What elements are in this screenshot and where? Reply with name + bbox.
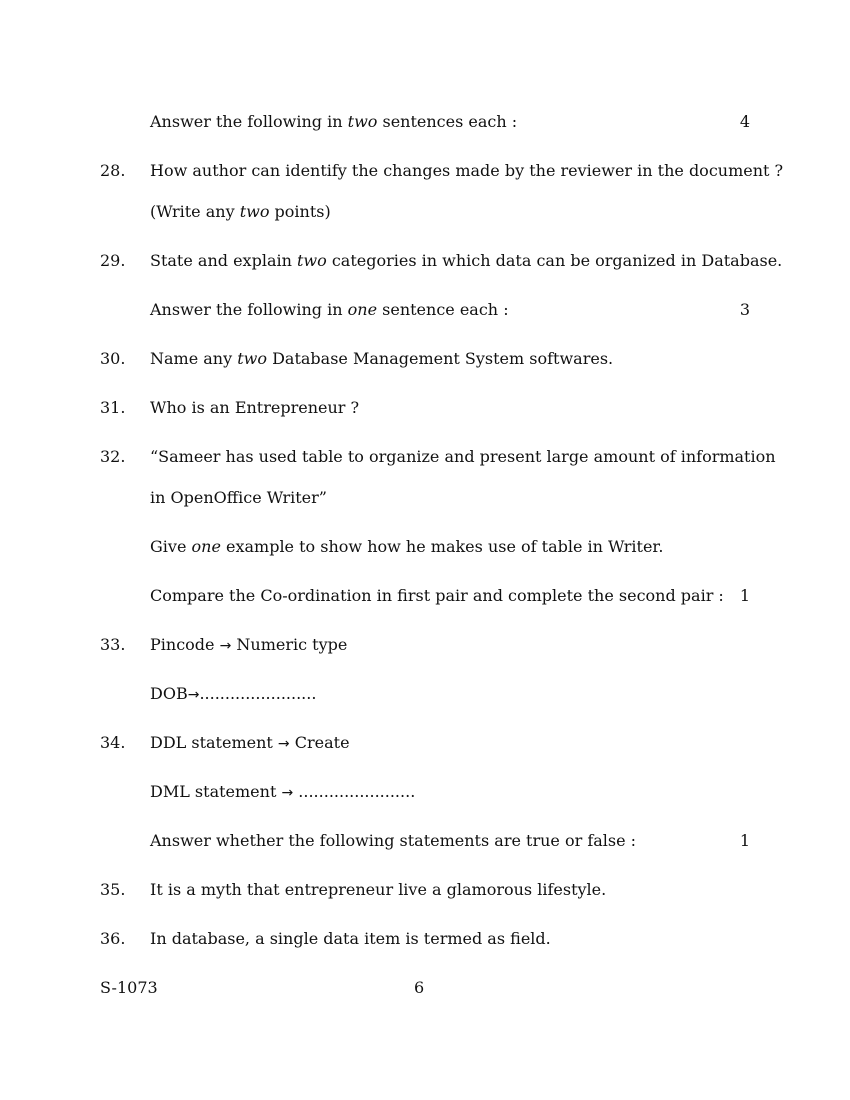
section-marks: 1 — [739, 586, 750, 605]
question-number: 35. — [100, 880, 126, 899]
right-arrow-icon: → — [219, 638, 232, 654]
question-number: 29. — [100, 251, 126, 270]
question-text: Give one example to show how he makes use of table in Writer. — [150, 537, 664, 556]
question-text: in OpenOffice Writer” — [150, 488, 327, 507]
page-number: 6 — [414, 978, 425, 997]
question-number: 33. — [100, 635, 126, 654]
right-arrow-icon: → — [187, 687, 200, 703]
question-text: DDL statement → Create — [150, 733, 350, 752]
question-text: Pincode → Numeric type — [150, 635, 348, 654]
question-text: State and explain two categories in which data can be organized in Database. — [150, 251, 783, 270]
question-text: Name any two Database Management System softwares. — [150, 349, 614, 368]
question-text: Who is an Entrepreneur ? — [150, 398, 360, 417]
question-text: How author can identify the changes made by the reviewer in the document ? — [150, 161, 784, 180]
question-number: 28. — [100, 161, 126, 180]
section-instruction: Answer the following in one sentence each : — [150, 300, 509, 319]
question-number: 30. — [100, 349, 126, 368]
question-number: 34. — [100, 733, 126, 752]
section-instruction: Answer the following in two sentences each : — [150, 112, 518, 131]
question-number: 36. — [100, 929, 126, 948]
section-instruction: Compare the Co-ordination in first pair and complete the second pair : — [150, 586, 724, 605]
question-number: 31. — [100, 398, 126, 417]
section-marks: 4 — [739, 112, 750, 131]
fill-in-blank: DML statement → ....................... — [150, 782, 416, 801]
section-marks: 1 — [739, 831, 750, 850]
question-text: In database, a single data item is termed as field. — [150, 929, 551, 948]
right-arrow-icon: → — [277, 736, 290, 752]
fill-in-blank: DOB→....................... — [150, 684, 317, 703]
paper-code: S-1073 — [100, 978, 158, 997]
question-number: 32. — [100, 447, 126, 466]
section-instruction: Answer whether the following statements are true or false : — [150, 831, 637, 850]
question-text: “Sameer has used table to organize and present large amount of information — [150, 447, 776, 466]
question-text: It is a myth that entrepreneur live a glamorous lifestyle. — [150, 880, 607, 899]
section-marks: 3 — [739, 300, 750, 319]
right-arrow-icon: → — [281, 785, 294, 801]
question-text: (Write any two points) — [150, 202, 331, 221]
